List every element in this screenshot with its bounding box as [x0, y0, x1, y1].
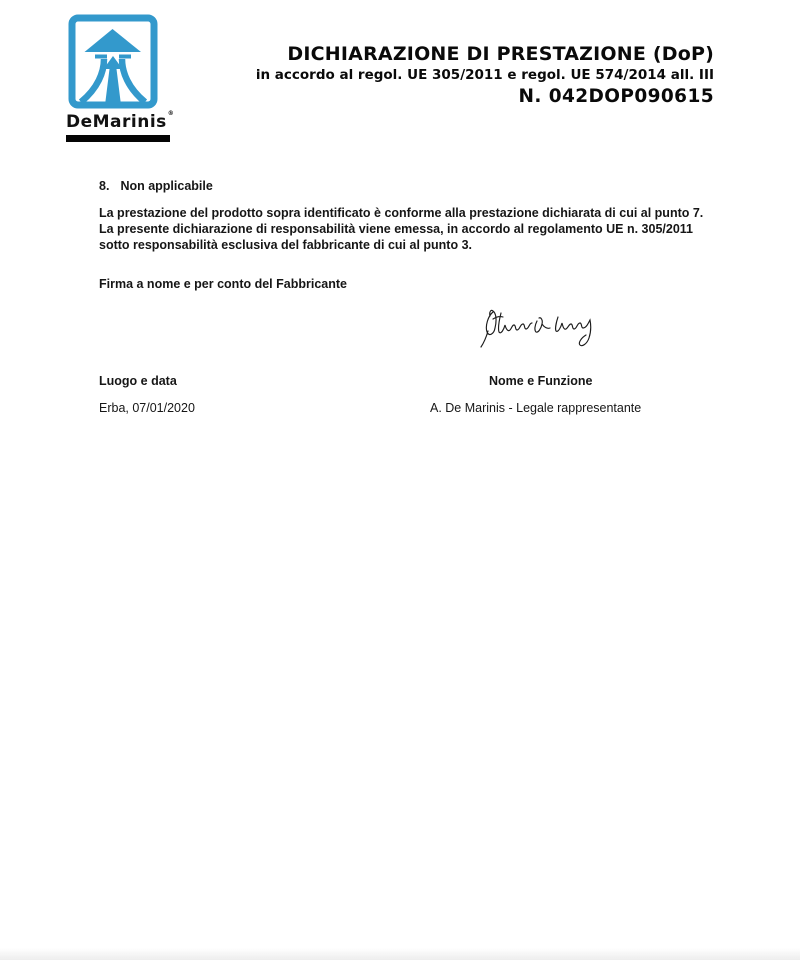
brand-wordmark: [66, 112, 176, 132]
registered-mark-icon: ®: [167, 110, 175, 117]
name-function-label: Nome e Funzione: [489, 374, 593, 388]
demarinis-logo: [66, 14, 176, 142]
paragraph-line: La prestazione del prodotto sopra identificato è conforme alla prestazione dichiarata di cui al punto 7.: [99, 206, 704, 220]
paragraph-line: sotto responsabilità esclusiva del fabbricante di cui al punto 3.: [99, 237, 473, 252]
brand-text: DeMarinis: [66, 112, 167, 132]
list-item-8: [99, 179, 213, 195]
item-text: Non applicabile: [120, 179, 213, 193]
header-block: [256, 44, 714, 107]
document-title: DICHIARAZIONE DI PRESTAZIONE (DoP): [287, 43, 714, 65]
demarinis-logo-icon: [68, 14, 158, 109]
logo-underline: [66, 135, 170, 142]
handwritten-signature: [478, 299, 600, 351]
place-date-label: Luogo e data: [99, 374, 177, 388]
item-number: 8.: [99, 179, 110, 193]
paragraph-line: La presente dichiarazione di responsabilità viene emessa, in accordo al regolamento UE n. 305/2011: [99, 221, 693, 236]
signature-intro: Firma a nome e per conto del Fabbricante: [99, 277, 347, 291]
place-date-value: Erba, 07/01/2020: [99, 401, 195, 415]
document-number: N. 042DOP090615: [518, 86, 714, 107]
declaration-paragraph: [99, 206, 703, 253]
name-function-value: A. De Marinis - Legale rappresentante: [430, 401, 642, 415]
page-edge-shadow: [0, 948, 800, 960]
document-subtitle: in accordo al regol. UE 305/2011 e regol. UE 574/2014 all. III: [255, 67, 714, 83]
